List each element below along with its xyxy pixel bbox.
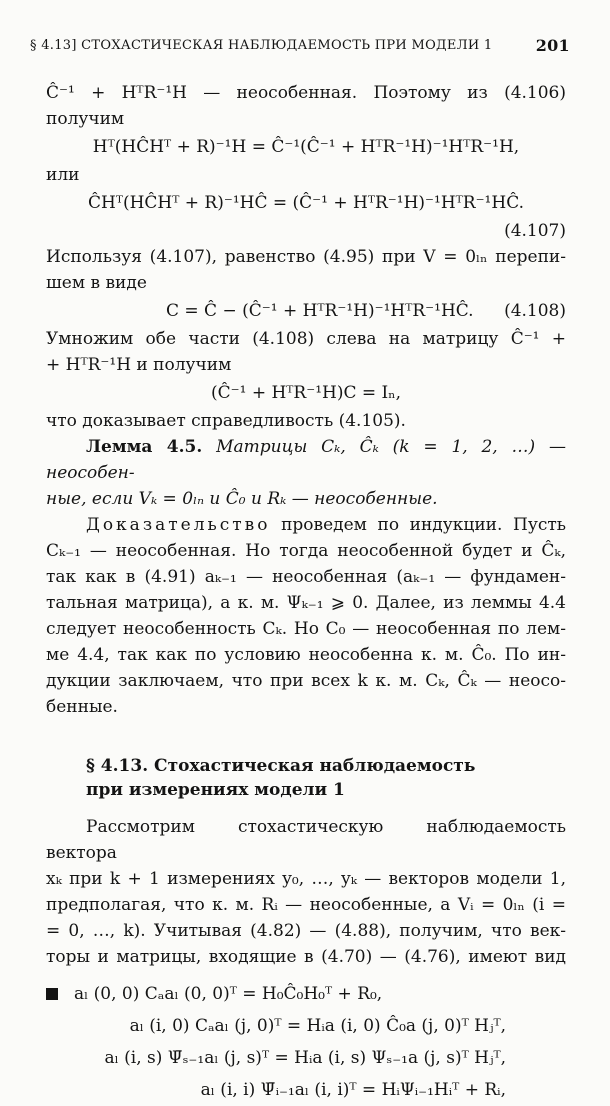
text-line: Ĉ⁻¹ + HᵀR⁻¹H — неособенная. Поэтому из (4.106) получим <box>46 83 566 129</box>
text-line: тальная матрица), а к. м. Ψₖ₋₁ ⩾ 0. Далее, из леммы 4.4 <box>46 593 566 613</box>
lemma-statement: Матрицы Cₖ, Ĉₖ (k = 1, 2, …) — неособен- <box>46 437 567 483</box>
text-line: xₖ при k + 1 измерениях y₀, …, yₖ — векторов модели 1, <box>46 869 566 889</box>
text-line: следует неособенность Cₖ. Но C₀ — неособенная по лем- <box>46 619 566 639</box>
text-line: предполагая, что к. м. Rᵢ — неособенные, а Vᵢ = 0ₗₙ (i = <box>46 895 566 915</box>
equation: ĈHᵀ(HĈHᵀ + R)⁻¹HĈ = (Ĉ⁻¹ + HᵀR⁻¹H)⁻¹HᵀR⁻¹HĈ. <box>87 193 524 213</box>
formula-line: aₗ (0, 0) Cₐaₗ (0, 0)ᵀ = H₀Ĉ₀H₀ᵀ + R₀, <box>46 978 566 1010</box>
text-line: дукции заключаем, что при всех k к. м. Cₖ, Ĉₖ — неосо- <box>46 671 566 691</box>
formula-line: aₗ (i, s) Ψ̄ₛ₋₁aₗ (j, s)ᵀ = Hᵢa (i, s) Ψₛ₋₁a (j, s)ᵀ Hⱼᵀ, <box>104 1048 506 1068</box>
text-line: шем в виде <box>46 273 147 293</box>
running-head <box>30 38 570 53</box>
equation: Hᵀ(HĈHᵀ + R)⁻¹H = Ĉ⁻¹(Ĉ⁻¹ + HᵀR⁻¹H)⁻¹HᵀR⁻¹H, <box>92 137 520 157</box>
lemma-statement: ные, если Vₖ = 0ₗₙ и Ĉ₀ и Rₖ — неособенные. <box>46 489 438 509</box>
page-body <box>46 80 566 1106</box>
page-number: 201 <box>535 36 570 55</box>
text-line: ме 4.4, так как по условию неособенна к. м. Ĉ₀. По ин- <box>46 645 566 665</box>
lemma-heading: Лемма 4.5. <box>86 437 203 457</box>
lemma-line <box>46 434 566 486</box>
text-line: торы и матрицы, входящие в (4.70) — (4.76), имеют вид <box>46 947 566 967</box>
text-line: + HᵀR⁻¹H и получим <box>46 355 232 375</box>
text-line: так как в (4.91) aₖ₋₁ — неособенная (aₖ₋₁ — фундамен- <box>46 567 566 587</box>
text-span: проведем по индукции. Пусть <box>281 515 566 535</box>
section-title-line: при измерениях модели 1 <box>86 780 345 800</box>
text-line: = 0, …, k). Учитывая (4.82) — (4.88), получим, что век- <box>46 921 566 941</box>
equation-row <box>46 298 566 324</box>
text-line: Cₖ₋₁ — неособенная. Но тогда неособенной будет и Ĉₖ, <box>46 541 566 561</box>
section-title-line: § 4.13. Стохастическая наблюдаемость <box>86 756 476 776</box>
formula-line: aₗ (i, 0) Cₐaₗ (j, 0)ᵀ = Hᵢa (i, 0) Ĉ₀a (j, 0)ᵀ Hⱼᵀ, <box>129 1016 506 1036</box>
proof-lead: Доказательство <box>86 515 271 535</box>
text-line: Умножим обе части (4.108) слева на матрицу Ĉ⁻¹ + <box>46 329 566 349</box>
text-line: что доказывает справедливость (4.105). <box>46 411 406 431</box>
text-line: бенные. <box>46 697 118 717</box>
text-line: Рассмотрим стохастическую наблюдаемость вектора <box>46 817 566 863</box>
text-line: или <box>46 165 80 185</box>
formula-block <box>46 978 566 1106</box>
equation: C = Ĉ − (Ĉ⁻¹ + HᵀR⁻¹H)⁻¹HᵀR⁻¹HĈ. <box>166 301 474 321</box>
proof-line <box>46 512 566 538</box>
formula-line: aₗ (i, i) Ψ̄ᵢ₋₁aₗ (i, i)ᵀ = HᵢΨᵢ₋₁Hᵢᵀ + Rᵢ, <box>200 1080 506 1100</box>
equation: (Ĉ⁻¹ + HᵀR⁻¹H)C = Iₙ, <box>210 383 402 403</box>
section-title <box>86 754 566 802</box>
equation-number: (4.107) <box>504 221 566 241</box>
running-head-text: § 4.13] СТОХАСТИЧЕСКАЯ НАБЛЮДАЕМОСТЬ ПРИ МОДЕЛИ 1 <box>30 38 493 53</box>
text-line: Используя (4.107), равенство (4.95) при V = 0ₗₙ перепи- <box>46 247 566 267</box>
equation-number: (4.108) <box>504 301 566 321</box>
